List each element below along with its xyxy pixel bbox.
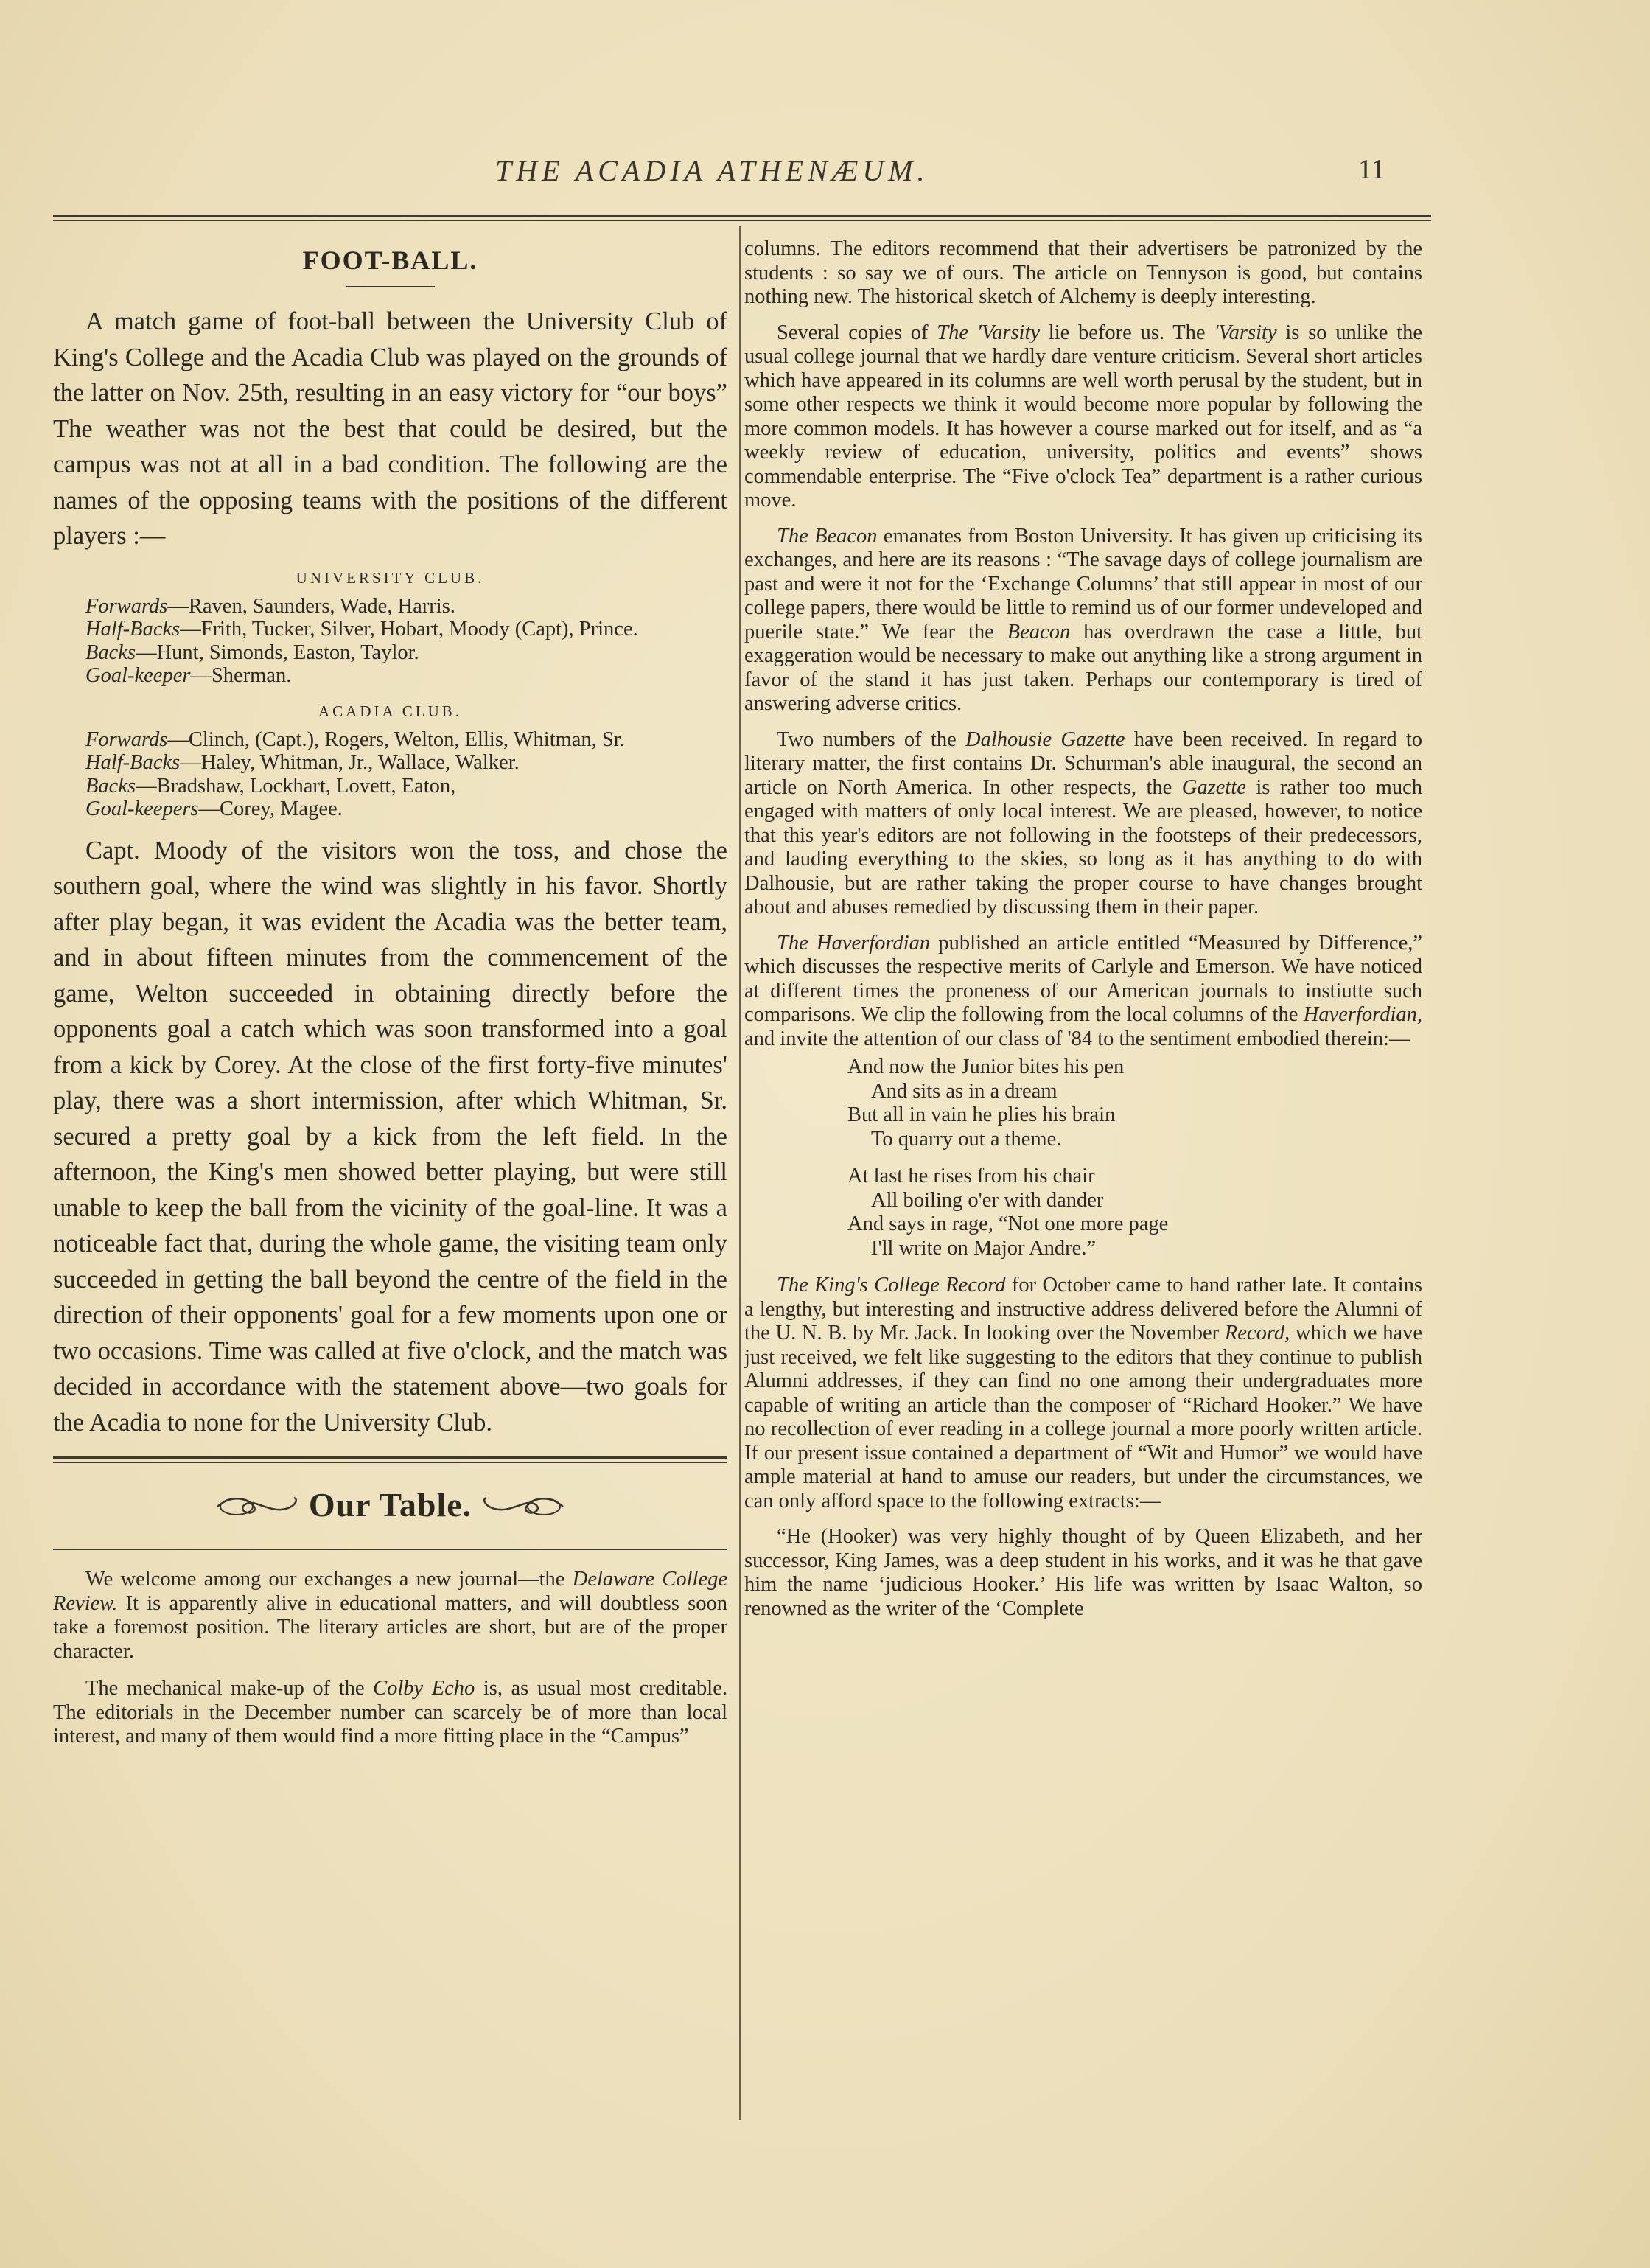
roster-line: Half-Backs—Frith, Tucker, Silver, Hobart, Moody (Capt), Prince. [85,618,638,641]
column-divider [739,226,741,2120]
dalhousie-gazette-paragraph: Two numbers of the Dalhousie Gazette have been received. In regard to literary matter, the first contains Dr. Schurman's able inaugural, the second an article on North America. In other respects, the Gazette is rather too much engaged with matters of only local interest. We are pleased, however, to notice that this year's editors are not following in the footsteps of their predecessors, and lauding everything to the skies, so long as it has anything to do with Dalhousie, but are rather taking the proper course to have changes brought about and abuses remedied by discussing them in their paper. [744,727,1422,918]
roster-line: Goal-keepers—Corey, Magee. [85,798,343,820]
roster-line: Goal-keeper—Sherman. [85,664,292,687]
table-rule [53,1549,727,1550]
poem-line: All boiling o'er with dander [871,1188,1104,1212]
poem-stanza [847,1165,1422,1260]
right-column [744,237,1422,1633]
hooker-extract-paragraph: “He (Hooker) was very highly thought of by Queen Elizabeth, and her successor, King James, was a deep student in his works, and it was he that gave him the name ‘judicious Hooker.’ His life was written by Isaac Walton, so renowned as the writer of the ‘Complete [744,1525,1422,1620]
football-intro: A match game of foot-ball between the University Club of King's College and the Acadia Club was played on the grounds of the latter on Nov. 25th, resulting in an easy victory for “our boys” The weather was not the best that could be desired, but the campus was not at all in a bad condition. The following are the names of the opposing teams with the positions of the different players :— [53,307,727,550]
poem-line: And says in rage, “Not one more page [847,1212,1169,1235]
left-column [53,237,727,1762]
page-number: 11 [1358,154,1385,185]
poem-line: I'll write on Major Andre.” [871,1236,1097,1260]
roster-line: Half-Backs—Haley, Whitman, Jr., Wallace, Walker. [85,751,520,774]
poem-line: And sits as in a dream [871,1079,1058,1103]
kings-college-record-paragraph: The King's College Record for October came to hand rather late. It contains a lengthy, but interesting and instructive address delivered before the Alumni of the U. N. B. by Mr. Jack. In looking over the November Record, which we have just received, we felt like suggesting to the editors that they continue to publish Alumni addresses, if they can find no one among their undergraduates more capable of writing an article than the composer of “Richard Hooker.” We have no recollection of ever reading in a college journal a more poorly written article. If our present issue contained a department of “Wit and Humor” we would have ample material at hand to amuse our readers, but under the circumstances, we can only afford space to the following extracts:— [744,1274,1422,1512]
haverfordian-paragraph: The Haverfordian published an article entitled “Measured by Difference,” which discusses the respective merits of Carlyle and Emerson. We have noticed at different times the proneness of our American journals to instiutte such comparisons. We clip the following from the local columns of the Haverfordian, and invite the attention of our class of '84 to the sentiment embodied therein:— [744,931,1423,1050]
roster-line: Forwards—Clinch, (Capt.), Rogers, Welton, Ellis, Whitman, Sr. [85,727,625,751]
delaware-review-paragraph: We welcome among our exchanges a new journal—the Delaware College Review. It is apparently alive in educational matters, and will doubtless soon take a foremost position. The literary articles are short, but are of the proper character. [53,1568,727,1663]
poem-line: To quarry out a theme. [871,1127,1062,1151]
poem-stanza [847,1056,1422,1151]
colby-echo-continued: columns. The editors recommend that their advertisers be patronized by the students : so say we of ours. The article on Tennyson is good, but contains nothing new. The historical sketch of Alchemy is deeply interesting. [744,237,1422,308]
poem-line: At last he rises from his chair [847,1165,1095,1187]
header-rule [53,215,1431,221]
roster-line: Backs—Hunt, Simonds, Easton, Taylor. [85,641,419,664]
match-report: Capt. Moody of the visitors won the toss, and chose the southern goal, where the wind was slightly in his favor. Shortly after play began, it was evident the Acadia was the better team, and in about fifteen minutes from the commencement of the game, Welton succeeded in obtaining directly before the opponents goal a catch which was soon transformed into a goal from a kick by Corey. At the close of the first forty-five minutes' play, there was a short intermission, after which Whitman, Sr. secured a pretty goal by a kick from the left field. In the afternoon, the King's men showed better playing, but were still unable to keep the ball from the vicinity of the goal-line. It was a noticeable fact that, during the whole game, the visiting team only succeeded in getting the ball beyond the centre of the field in the direction of their opponents' goal for a few moments upon one or two occasions. Time was called at five o'clock, and the match was decided in accordance with the statement above—two goals for the Acadia to none for the University Club. [53,836,727,1437]
section-double-rule [53,1456,727,1463]
running-head [0,153,1650,198]
varsity-paragraph: Several copies of The 'Varsity lie before us. The 'Varsity is so unlike the usual college journal that we hardly dare venture criticism. Several short articles which have appeared in its columns are well worth perusal by the student, but in some other respects we think it would become more popular by following the more common models. It has however a course marked out for itself, and as “a weekly review of education, university, politics and events” shows commendable enterprise. The “Five o'clock Tea” department is a rather curious move. [744,321,1423,512]
university-club-roster [53,595,727,688]
roster-line: Backs—Bradshaw, Lockhart, Lovett, Eaton, [85,774,456,798]
poem [847,1056,1422,1260]
scroll-ornament-right-icon [478,1490,566,1520]
colby-echo-paragraph: The mechanical make-up of the Colby Echo is, as usual most creditable. The editorials in the December number can scarcely be of more than local interest, and many of them would find a more fitting place in the “Campus” [53,1677,727,1748]
beacon-paragraph: The Beacon emanates from Boston University. It has given up criticising its exchanges, and here are its reasons : “The savage days of college journalism are past and were it not for the ‘Exchange Columns’ that still appear in most of our college papers, there would be little to remind us of our former undeveloped and puerile state.” We fear the Beacon has overdrawn the case a little, but exaggeration would be necessary to make out anything like a strong argument in favor of the stand it has just taken. Perhaps our contemporary is tired of answering adverse critics. [744,524,1422,715]
scroll-ornament-left-icon [214,1490,303,1520]
running-title: THE ACADIA ATHENÆUM. [495,154,929,187]
our-table-heading [53,1485,727,1529]
poem-line: But all in vain he plies his brain [847,1103,1116,1126]
our-table-title: Our Table. [308,1486,472,1524]
acadia-club-roster [53,728,727,821]
acadia-club-heading: ACADIA CLUB. [318,702,462,720]
title-rule [346,286,435,287]
roster-line: Forwards—Raven, Saunders, Wade, Harris. [85,594,455,618]
poem-line: And now the Junior bites his pen [847,1056,1125,1078]
university-club-heading: UNIVERSITY CLUB. [296,568,485,587]
football-title: FOOT-BALL. [302,245,478,275]
